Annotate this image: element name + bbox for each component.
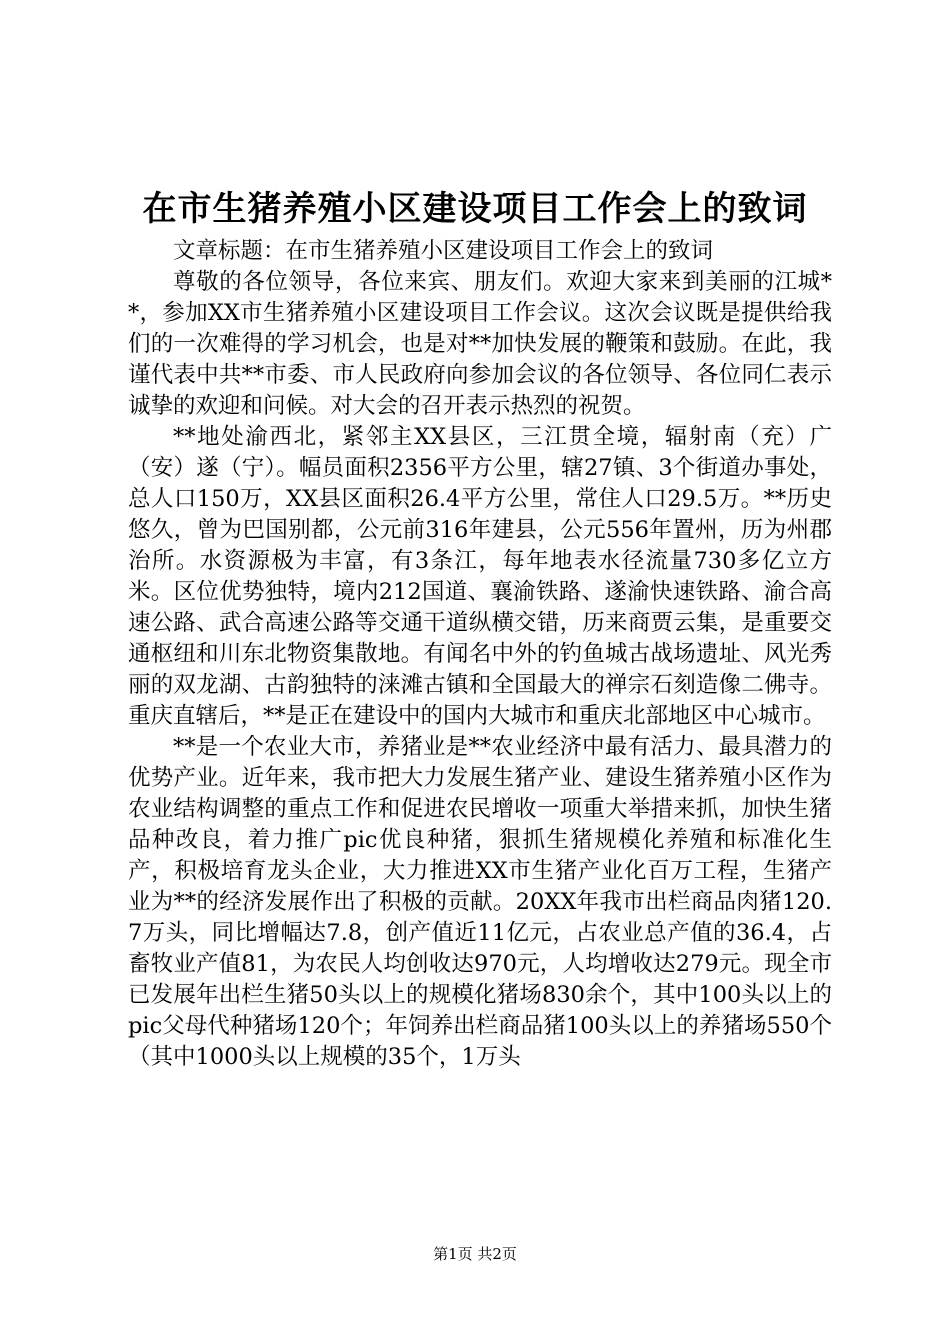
page-footer: 第1页 共2页	[433, 1245, 517, 1263]
document-body	[128, 236, 832, 1073]
paragraph-greeting: 尊敬的各位领导，各位来宾、朋友们。欢迎大家来到美丽的江城**，参加XX市生猪养殖小区建设项目工作会议。这次会议既是提供给我们的一次难得的学习机会，也是对**加快发展的鞭策和鼓励。在此，我谨代表中共**市委、市人民政府向参加会议的各位领导、各位同仁表示诚挚的欢迎和问候。对大会的召开表示热烈的祝贺。	[128, 269, 832, 419]
document-title: 在市生猪养殖小区建设项目工作会上的致词	[142, 189, 808, 229]
paragraph-city-overview: **地处渝西北，紧邻主XX县区，三江贯全境，辐射南（充）广（安）遂（宁）。幅员面积2356平方公里，辖27镇、3个街道办事处，总人口150万，XX县区面积26.4平方公里，常住人口29.5万。**历史悠久，曾为巴国别都，公元前316年建县，公元556年置州，历为州郡治所。水资源极为丰富，有3条江，每年地表水径流量730多亿立方米。区位优势独特，境内212国道、襄渝铁路、遂渝快速铁路、渝合高速公路、武合高速公路等交通干道纵横交错，历来商贾云集，是重要交通枢纽和川东北物资集散地。有闻名中外的钓鱼城古战场遗址、风光秀丽的双龙湖、古韵独特的涞滩古镇和全国最大的禅宗石刻造像二佛寺。重庆直辖后，**是正在建设中的国内大城市和重庆北部地区中心城市。	[128, 424, 832, 729]
paragraph-pig-industry: **是一个农业大市，养猪业是**农业经济中最有活力、最具潜力的优势产业。近年来，我市把大力发展生猪产业、建设生猪养殖小区作为农业结构调整的重点工作和促进农民增收一项重大举措来抓，加快生猪品种改良，着力推广pic优良种猪，狠抓生猪规模化养殖和标准化生产，积极培育龙头企业，大力推进XX市生猪产业化百万工程，生猪产业为**的经济发展作出了积极的贡献。20XX年我市出栏商品肉猪120.7万头，同比增幅达7.8，创产值近11亿元，占农业总产值的36.4，占畜牧业产值81，为农民人均创收达970元，人均增收达279元。现全市已发展年出栏生猪50头以上的规模化猪场830余个，其中100头以上的pic父母代种猪场120个；年饲养出栏商品猪100头以上的养猪场550个（其中1000头以上规模的35个，1万头	[128, 734, 832, 1070]
article-title-line: 文章标题：在市生猪养殖小区建设项目工作会上的致词	[173, 238, 714, 264]
